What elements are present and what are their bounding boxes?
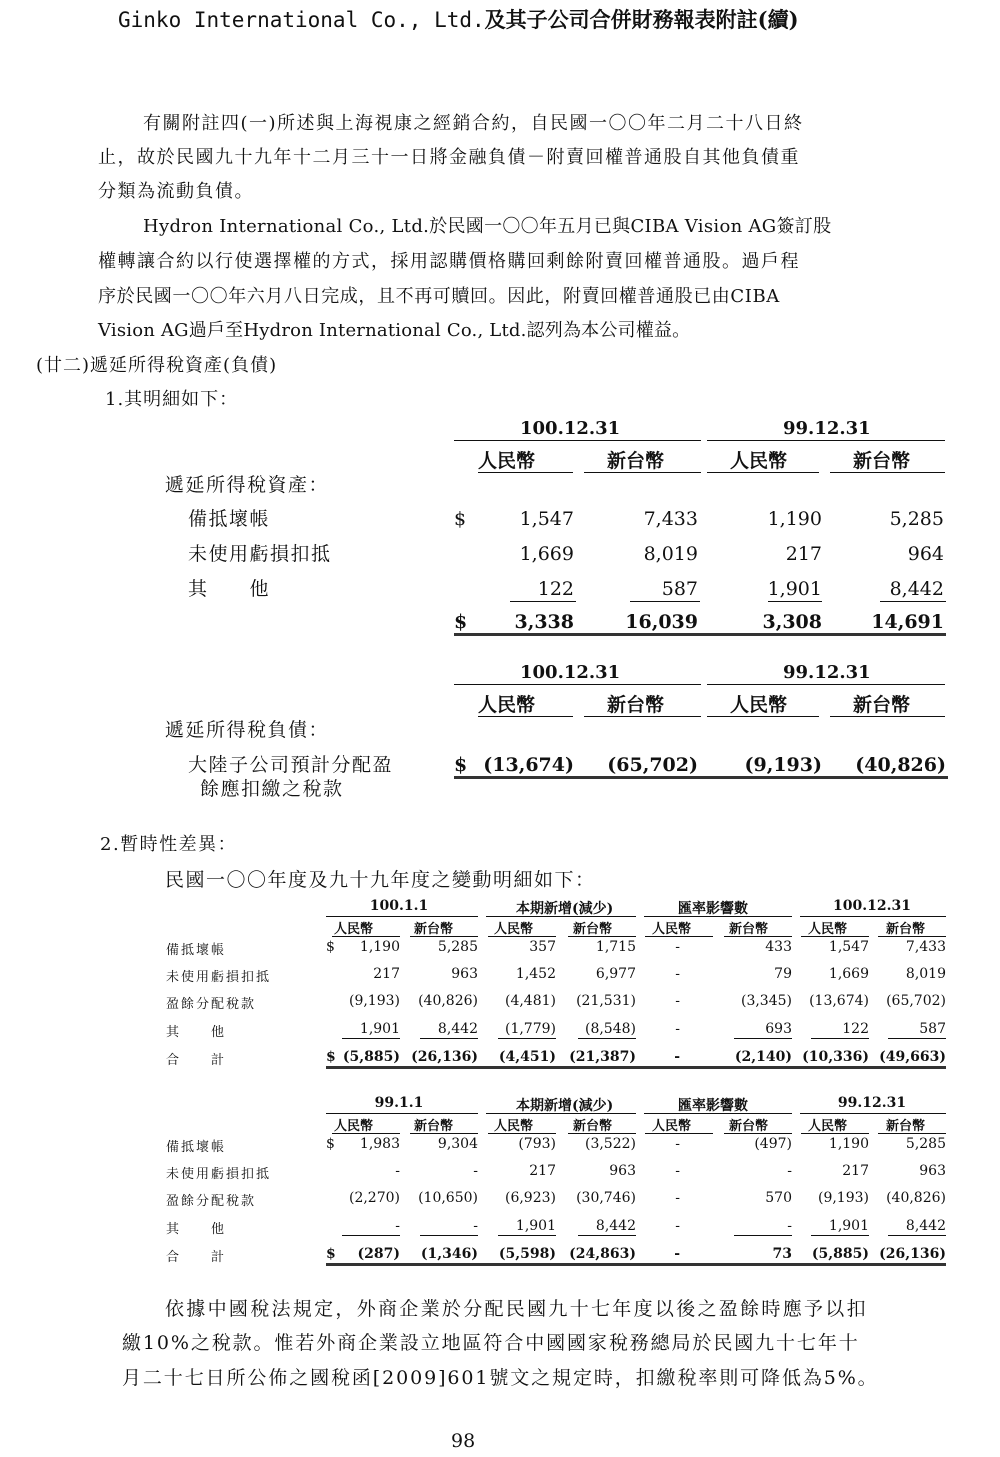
table3-cur-8: 新台幣 (886, 922, 926, 937)
table3-group-1: 100.1.1 (369, 898, 429, 914)
table4-r2-v3: 217 (529, 1163, 556, 1179)
t2-date-2: 99.12.31 (783, 662, 871, 683)
para2-line1: Hydron International Co., Ltd.於民國一〇〇年五月已與CIBA Vision AG簽訂股 (143, 216, 832, 237)
t1-r1-v2: 7,433 (643, 508, 698, 530)
table4-cur-7: 人民幣 (808, 1119, 848, 1134)
t1-total-v1: 3,338 (514, 611, 574, 633)
table3-r3-v1: (9,193) (348, 993, 400, 1009)
table4-r4-v5: - (675, 1218, 680, 1234)
t2-dollar: $ (454, 754, 468, 776)
table3-r4-v3: (1,779) (504, 1021, 556, 1037)
t1-date-2: 99.12.31 (783, 418, 871, 439)
table3-r1-v2: 5,285 (437, 939, 478, 955)
table3-r2-v1: 217 (373, 966, 400, 982)
para2-line3: 序於民國一〇〇年六月八日完成，且不再可贖回。因此，附賣回權普通股已由CIBA (98, 286, 780, 307)
table3-cur-1: 人民幣 (334, 922, 374, 937)
t1-r1-v3: 1,190 (767, 508, 822, 530)
table4-cur-6: 新台幣 (729, 1119, 769, 1134)
page-number: 98 (451, 1430, 476, 1452)
para2-line4: Vision AG過戶至Hydron International Co., Ltd.認列為本公司權益。 (98, 320, 691, 341)
t2-v3: (9,193) (744, 754, 822, 776)
item1-title: 1.其明細如下： (105, 389, 239, 410)
table4-cur-3: 人民幣 (494, 1119, 534, 1134)
table3-r5-v8: (49,663) (879, 1049, 946, 1065)
table4-r5-v7: (5,885) (811, 1246, 869, 1262)
table4-r1-v7: 1,190 (828, 1136, 869, 1152)
table3-r5-v1: (5,885) (342, 1049, 400, 1065)
table4-cur-5: 人民幣 (652, 1119, 692, 1134)
table4-r3-v7: (9,193) (817, 1190, 869, 1206)
t2-v1: (13,674) (483, 754, 574, 776)
table3-r2-v7: 1,669 (828, 966, 869, 982)
table3-group-4: 100.12.31 (833, 898, 911, 914)
table3-r1-v8: 7,433 (905, 939, 946, 955)
table3-r3-v3: (4,481) (504, 993, 556, 1009)
t2-group-label: 遞延所得稅負債： (165, 719, 330, 741)
header-company: Ginko International Co., Ltd. (118, 8, 485, 32)
table4-r2-v7: 217 (842, 1163, 869, 1179)
table4-cur-4: 新台幣 (573, 1119, 613, 1134)
table3-r5-v4: (21,387) (569, 1049, 636, 1065)
table3-r2-v6: 79 (774, 966, 792, 982)
table3-r2-v5: - (675, 966, 680, 982)
table3-r3-v4: (21,531) (576, 993, 636, 1009)
table4-r1-v8: 5,285 (905, 1136, 946, 1152)
table3-cur-2: 新台幣 (414, 922, 454, 937)
page-header (118, 4, 799, 34)
table3-r4-v1: 1,901 (359, 1021, 400, 1037)
table3-cur-6: 新台幣 (729, 922, 769, 937)
table3-group-3: 匯率影響數 (678, 901, 748, 917)
t1-r1-v1: 1,547 (519, 508, 574, 530)
table3-r1-v4: 1,715 (595, 939, 636, 955)
t1-group-label: 遞延所得稅資產： (165, 474, 330, 496)
table4-row3-label: 盈餘分配稅款 (166, 1194, 257, 1209)
table3-r2-v4: 6,977 (595, 966, 636, 982)
table4-r5-v8: (26,136) (879, 1246, 946, 1262)
t1-row2-label: 未使用虧損扣抵 (188, 543, 332, 565)
table3-r4-v6: 693 (765, 1021, 792, 1037)
table3-cur-7: 人民幣 (808, 922, 848, 937)
table4-r2-v5: - (675, 1163, 680, 1179)
table4-cur-8: 新台幣 (886, 1119, 926, 1134)
t2-cur-2: 新台幣 (607, 694, 665, 716)
table3-r3-v2: (40,826) (418, 993, 478, 1009)
table4-r4-v1: - (395, 1218, 400, 1234)
t1-total-v4: 14,691 (871, 611, 944, 633)
t1-r3-v1: 122 (537, 578, 574, 600)
table3-r1-v5: - (675, 939, 680, 955)
header-title: 及其子公司合併財務報表附註(續) (484, 7, 799, 32)
table3-r5-v7: (10,336) (802, 1049, 869, 1065)
table3-r3-v5: - (675, 993, 680, 1009)
t1-cur-3: 人民幣 (730, 450, 788, 472)
para1-line3: 分類為流動負債。 (98, 181, 254, 202)
t2-v4: (40,826) (855, 754, 946, 776)
table3-r1-v1: 1,190 (359, 939, 400, 955)
table4-r3-v3: (6,923) (504, 1190, 556, 1206)
table3-row1-dollar: $ (326, 939, 335, 955)
table3-r4-v8: 587 (919, 1021, 946, 1037)
table3-group-2: 本期新增(減少) (516, 901, 614, 917)
table4-row2-label: 未使用虧損扣抵 (166, 1167, 272, 1182)
table4-r4-v7: 1,901 (828, 1218, 869, 1234)
table4-row5-label: 合 計 (166, 1250, 227, 1265)
t2-cur-3: 人民幣 (730, 694, 788, 716)
t1-cur-1: 人民幣 (478, 450, 536, 472)
table4-row1-dollar: $ (326, 1136, 335, 1152)
table3-r4-v7: 122 (842, 1021, 869, 1037)
table3-r4-v4: (8,548) (584, 1021, 636, 1037)
table3-r5-v6: (2,140) (734, 1049, 792, 1065)
table3-r2-v3: 1,452 (515, 966, 556, 982)
table3-row5-dollar: $ (326, 1049, 336, 1065)
t2-v2: (65,702) (607, 754, 698, 776)
para2-line2: 權轉讓合約以行使選擇權的方式，採用認購價格購回剩餘附賣回權普通股。過戶程 (98, 251, 800, 272)
t2-date-1: 100.12.31 (520, 662, 621, 683)
table4-r4-v6: - (787, 1218, 792, 1234)
table4-row4-label: 其 他 (166, 1222, 227, 1237)
table4-r1-v5: - (675, 1136, 680, 1152)
table4-group-3: 匯率影響數 (678, 1098, 748, 1114)
t1-row3-label: 其 他 (188, 578, 271, 600)
table4-r2-v6: - (787, 1163, 792, 1179)
table3-r5-v3: (4,451) (498, 1049, 556, 1065)
table4-r1-v1: 1,983 (359, 1136, 400, 1152)
table4-r2-v4: 963 (609, 1163, 636, 1179)
table4-r5-v1: (287) (357, 1246, 400, 1262)
closing-line1: 依據中國稅法規定，外商企業於分配民國九十七年度以後之盈餘時應予以扣 (165, 1298, 868, 1320)
t1-cur-4: 新台幣 (853, 450, 911, 472)
t1-r2-v3: 217 (785, 543, 822, 565)
t1-row1-label: 備抵壞帳 (188, 508, 271, 530)
table4-group-2: 本期新增(減少) (516, 1098, 614, 1114)
t2-row-label-2: 餘應扣繳之稅款 (200, 778, 344, 800)
table4-r4-v8: 8,442 (905, 1218, 946, 1234)
table3-row4-label: 其 他 (166, 1025, 227, 1040)
t1-total-v2: 16,039 (625, 611, 698, 633)
table4-r1-v3: (793) (518, 1136, 556, 1152)
table3-r1-v3: 357 (529, 939, 556, 955)
table3-row5-label: 合 計 (166, 1053, 227, 1068)
table3-r2-v8: 8,019 (905, 966, 946, 982)
table4-r5-v6: 73 (772, 1246, 792, 1262)
table4-row1-label: 備抵壞帳 (166, 1140, 227, 1155)
t1-cur-2: 新台幣 (607, 450, 665, 472)
section-title: (廿二)遞延所得稅資產(負債) (36, 355, 278, 376)
table3-r2-v2: 963 (451, 966, 478, 982)
t1-total-v3: 3,308 (762, 611, 822, 633)
table4-group-1: 99.1.1 (374, 1095, 424, 1111)
table3-row3-label: 盈餘分配稅款 (166, 997, 257, 1012)
table4-r5-v5: - (674, 1246, 680, 1262)
table4-r3-v6: 570 (765, 1190, 792, 1206)
table3-r5-v5: - (674, 1049, 680, 1065)
para1-line1: 有關附註四(一)所述與上海視康之經銷合約，自民國一〇〇年二月二十八日終 (143, 113, 804, 134)
table4-r4-v3: 1,901 (515, 1218, 556, 1234)
table4-group-4: 99.12.31 (837, 1095, 907, 1111)
table3-row2-label: 未使用虧損扣抵 (166, 970, 272, 985)
closing-line3: 月二十七日所公佈之國稅函[2009]601號文之規定時，扣繳稅率則可降低為5%。 (122, 1367, 879, 1389)
table4-r2-v1: - (395, 1163, 400, 1179)
t2-row-label-1: 大陸子公司預計分配盈 (188, 754, 394, 776)
para1-line2: 止，故於民國九十九年十二月三十一日將金融負債－附賣回權普通股自其他負債重 (98, 147, 800, 168)
table4-r5-v2: (1,346) (420, 1246, 478, 1262)
table3-cur-3: 人民幣 (494, 922, 534, 937)
table4-r1-v2: 9,304 (437, 1136, 478, 1152)
table4-r2-v2: - (473, 1163, 478, 1179)
t1-r2-v2: 8,019 (643, 543, 698, 565)
t2-cur-1: 人民幣 (478, 694, 536, 716)
closing-line2: 繳10%之稅款。惟若外商企業設立地區符合中國國家稅務總局於民國九十七年十 (122, 1332, 860, 1354)
table4-r2-v8: 963 (919, 1163, 946, 1179)
table3-r3-v7: (13,674) (809, 993, 869, 1009)
table3-r1-v7: 1,547 (828, 939, 869, 955)
table4-r3-v8: (40,826) (886, 1190, 946, 1206)
table4-r1-v4: (3,522) (584, 1136, 636, 1152)
table4-r3-v5: - (675, 1190, 680, 1206)
t1-r3-v2: 587 (661, 578, 698, 600)
t1-r2-v1: 1,669 (519, 543, 574, 565)
t1-total-dollar: $ (454, 611, 468, 633)
table3-cur-5: 人民幣 (652, 922, 692, 937)
table3-r3-v8: (65,702) (886, 993, 946, 1009)
t1-r3-v3: 1,901 (767, 578, 822, 600)
table3-r1-v6: 433 (765, 939, 792, 955)
table4-row5-dollar: $ (326, 1246, 336, 1262)
table3-row1-label: 備抵壞帳 (166, 943, 227, 958)
t1-r1-v4: 5,285 (889, 508, 944, 530)
table4-r1-v6: (497) (754, 1136, 792, 1152)
t2-cur-4: 新台幣 (853, 694, 911, 716)
item2-title: 2.暫時性差異： (100, 834, 238, 855)
t1-date-1: 100.12.31 (520, 418, 621, 439)
table3-cur-4: 新台幣 (573, 922, 613, 937)
table4-r5-v4: (24,863) (569, 1246, 636, 1262)
table4-cur-2: 新台幣 (414, 1119, 454, 1134)
table4-r3-v4: (30,746) (576, 1190, 636, 1206)
table3-r5-v2: (26,136) (411, 1049, 478, 1065)
table3-r4-v5: - (675, 1021, 680, 1037)
t1-r2-v4: 964 (907, 543, 944, 565)
table4-cur-1: 人民幣 (334, 1119, 374, 1134)
table4-r3-v2: (10,650) (418, 1190, 478, 1206)
table3-r3-v6: (3,345) (740, 993, 792, 1009)
table4-r3-v1: (2,270) (348, 1190, 400, 1206)
table4-r5-v3: (5,598) (498, 1246, 556, 1262)
table4-r4-v2: - (473, 1218, 478, 1234)
table3-r4-v2: 8,442 (437, 1021, 478, 1037)
t1-dollar: $ (454, 508, 467, 530)
item2-subtitle: 民國一〇〇年度及九十九年度之變動明細如下： (165, 869, 596, 891)
table4-r4-v4: 8,442 (595, 1218, 636, 1234)
t1-r3-v4: 8,442 (889, 578, 944, 600)
